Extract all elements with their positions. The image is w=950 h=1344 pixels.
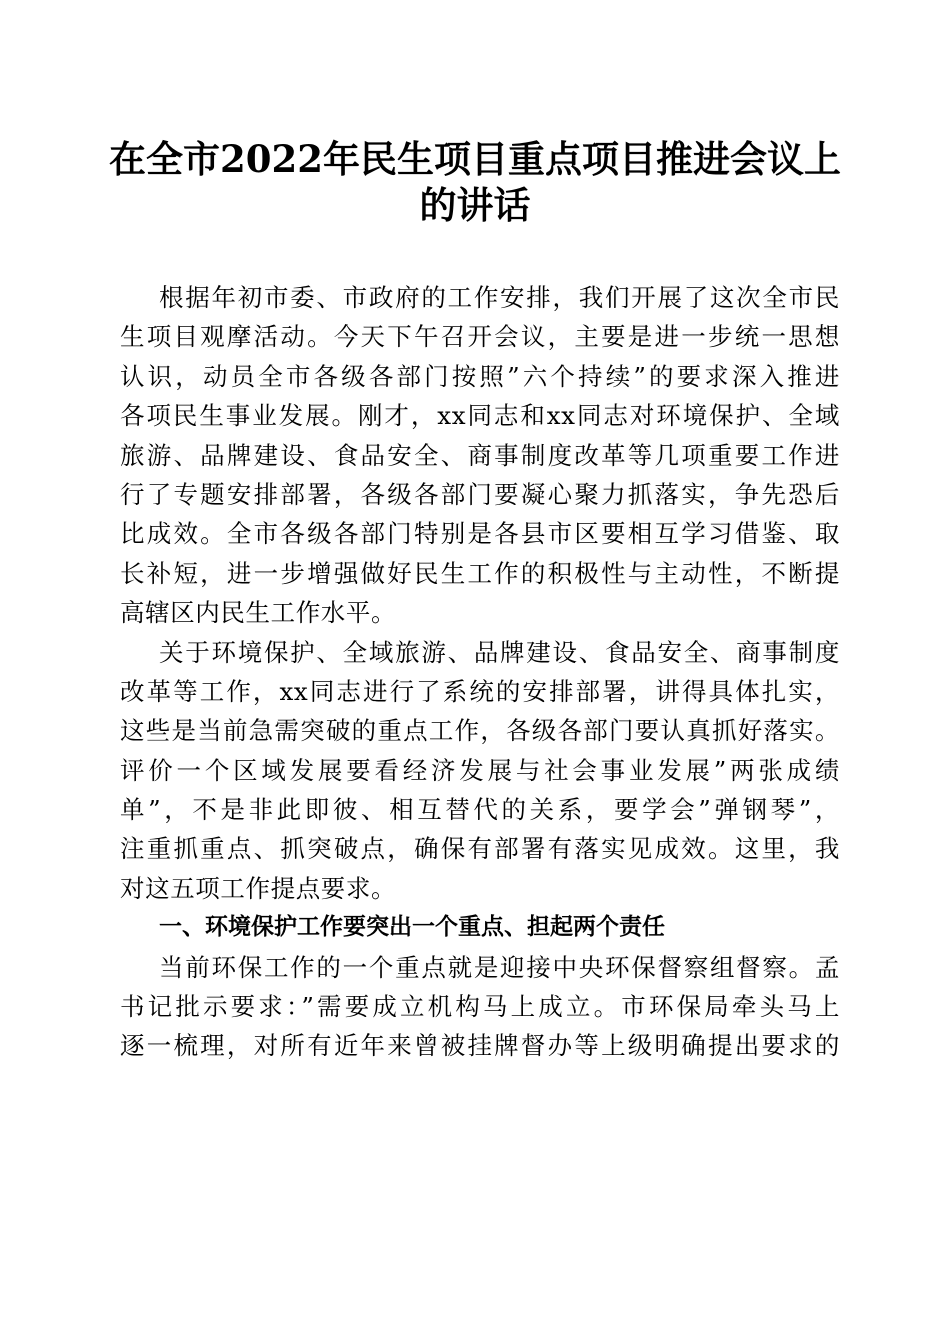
text-line: 关于环境保护、全域旅游、品牌建设、食品安全、商事制度	[159, 637, 840, 667]
text-line: 对这五项工作提点要求。	[120, 873, 397, 903]
title-line: 在全市2022年民生项目重点项目推进会议上	[109, 137, 841, 181]
text-line: 当前环保工作的一个重点就是迎接中央环保督察组督察。孟	[159, 952, 840, 982]
text-line: 高辖区内民生工作水平。	[120, 598, 397, 628]
text-line: 单”，不是非此即彼、相互替代的关系，要学会”弹钢琴”，	[120, 795, 840, 825]
text-line: 各项民生事业发展。刚才，xx同志和xx同志对环境保护、全域	[120, 401, 840, 431]
text-line: 评价一个区域发展要看经济发展与社会事业发展”两张成绩	[120, 755, 840, 785]
text-line: 根据年初市委、市政府的工作安排，我们开展了这次全市民	[159, 283, 840, 312]
text-line: 旅游、品牌建设、食品安全、商事制度改革等几项重要工作进	[120, 440, 840, 470]
text-line: 这些是当前急需突破的重点工作，各级各部门要认真抓好落实。	[120, 716, 840, 746]
text-line: 注重抓重点、抓突破点，确保有部署有落实见成效。这里，我	[120, 834, 840, 864]
text-line: 认识，动员全市各级各部门按照”六个持续”的要求深入推进	[120, 361, 840, 391]
document-body	[120, 278, 840, 1066]
paragraph-five-tasks	[120, 633, 840, 909]
text-line: 生项目观摩活动。今天下午召开会议，主要是进一步统一思想	[120, 322, 840, 352]
document-title	[100, 136, 850, 228]
text-line: 书记批示要求：”需要成立机构马上成立。市环保局牵头马上	[120, 992, 840, 1022]
section-heading: 一、环境保护工作要突出一个重点、担起两个责任	[159, 914, 665, 941]
paragraph-intro	[120, 278, 840, 633]
text-line: 改革等工作，xx同志进行了系统的安排部署，讲得具体扎实，	[120, 676, 840, 706]
text-line: 长补短，进一步增强做好民生工作的积极性与主动性，不断提	[120, 558, 840, 588]
paragraph-environment	[120, 948, 840, 1066]
title-line: 的讲话	[419, 183, 531, 227]
text-line: 比成效。全市各级各部门特别是各县市区要相互学习借鉴、取	[120, 519, 840, 549]
text-line: 行了专题安排部署，各级各部门要凝心聚力抓落实，争先恐后	[120, 479, 840, 509]
text-line: 逐一梳理，对所有近年来曾被挂牌督办等上级明确提出要求的	[120, 1031, 840, 1061]
